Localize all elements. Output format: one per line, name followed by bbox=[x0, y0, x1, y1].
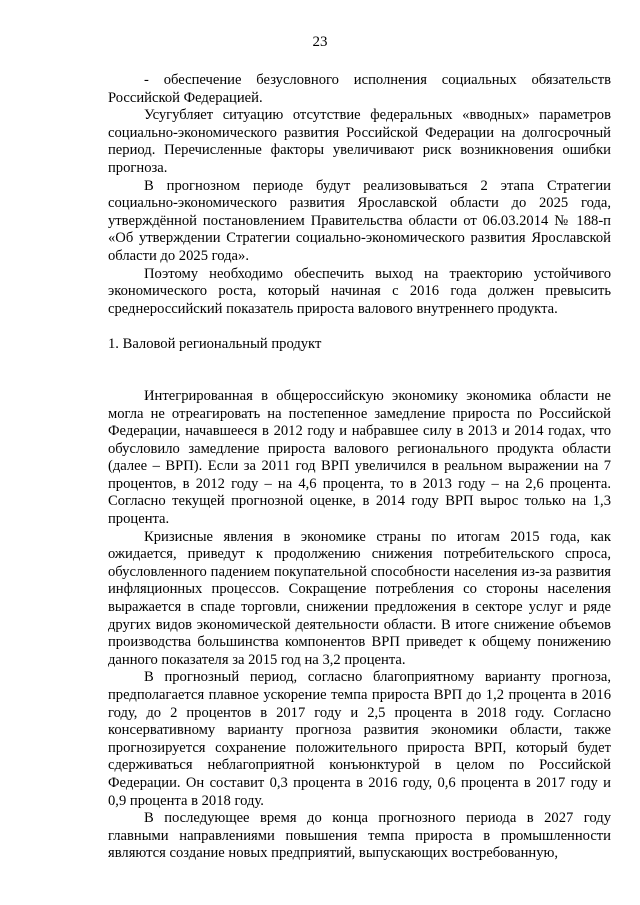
paragraph: Усугубляет ситуацию отсутствие федеральных «вводных» параметров социально-экономического развития Российской Федерации на долгосрочный период. Перечисленные факторы увеличивают риск возникновения ошибки прогноза. bbox=[108, 107, 611, 176]
paragraph: Кризисные явления в экономике страны по итогам 2015 года, как ожидается, приведут к продолжению снижения потребительского спроса, обусловленного падением покупательной способности населения из-за развития инфляционных процессов. Сокращение потребления со стороны населения выражается в спаде торговли, снижении предложения в секторе услуг и ряде других видов экономической деятельности области. В итоге снижение объемов производства большинства компонентов ВРП приведет к общему понижению данного показателя за 2015 год на 3,2 процента. bbox=[108, 528, 611, 668]
section-heading: 1. Валовой региональный продукт bbox=[108, 336, 322, 353]
document-body bbox=[108, 72, 611, 863]
paragraph: В прогнозный период, согласно благоприятному варианту прогноза, предполагается плавное ускорение темпа прироста ВРП до 1,2 процента в 2016 году, до 2 процентов в 2017 году и 2,5 процента в 2018 году. Согласно консервативному варианту прогноза развития экономики области, также прогнозируется сохранение положительного прироста ВРП, который будет сдерживаться неблагоприятной конъюнктурой в целом по Российской Федерации. Он составит 0,3 процента в 2016 году, 0,6 процента в 2017 году и 0,9 процента в 2018 году. bbox=[108, 669, 611, 809]
paragraph: В прогнозном периоде будут реализовываться 2 этапа Стратегии социально-экономического развития Ярославской области до 2025 года, утверждённой постановлением Правительства области от 06.03.2014 № 188-п «Об утверждении Стратегии социально-экономического развития Ярославской области до 2025 года». bbox=[108, 177, 611, 264]
paragraph: Поэтому необходимо обеспечить выход на траекторию устойчивого экономического роста, который начиная с 2016 года должен превысить среднероссийский показатель прироста валового внутреннего продукта. bbox=[108, 265, 611, 317]
page-number: 23 bbox=[312, 34, 328, 50]
paragraph: Интегрированная в общероссийскую экономику экономика области не могла не отреагировать на постепенное замедление прироста по Российской Федерации, начавшееся в 2012 году и набравшее силу в 2013 и 2014 годах, что обусловило замедление прироста валового регионального продукта области (далее – ВРП). Если за 2011 год ВРП увеличился в реальном выражении на 7 процентов, в 2012 году – на 4,6 процента, то в 2013 году – на 2,6 процента. Согласно текущей прогнозной оценке, в 2014 году ВРП вырос только на 1,3 процента. bbox=[108, 387, 611, 528]
paragraph: - обеспечение безусловного исполнения социальных обязательств Российской Федерацией. bbox=[108, 72, 611, 106]
paragraph: В последующее время до конца прогнозного периода в 2027 году главными направлениями повышения темпа прироста в промышленности являются создание новых предприятий, выпускающих востребованную, bbox=[108, 810, 611, 862]
